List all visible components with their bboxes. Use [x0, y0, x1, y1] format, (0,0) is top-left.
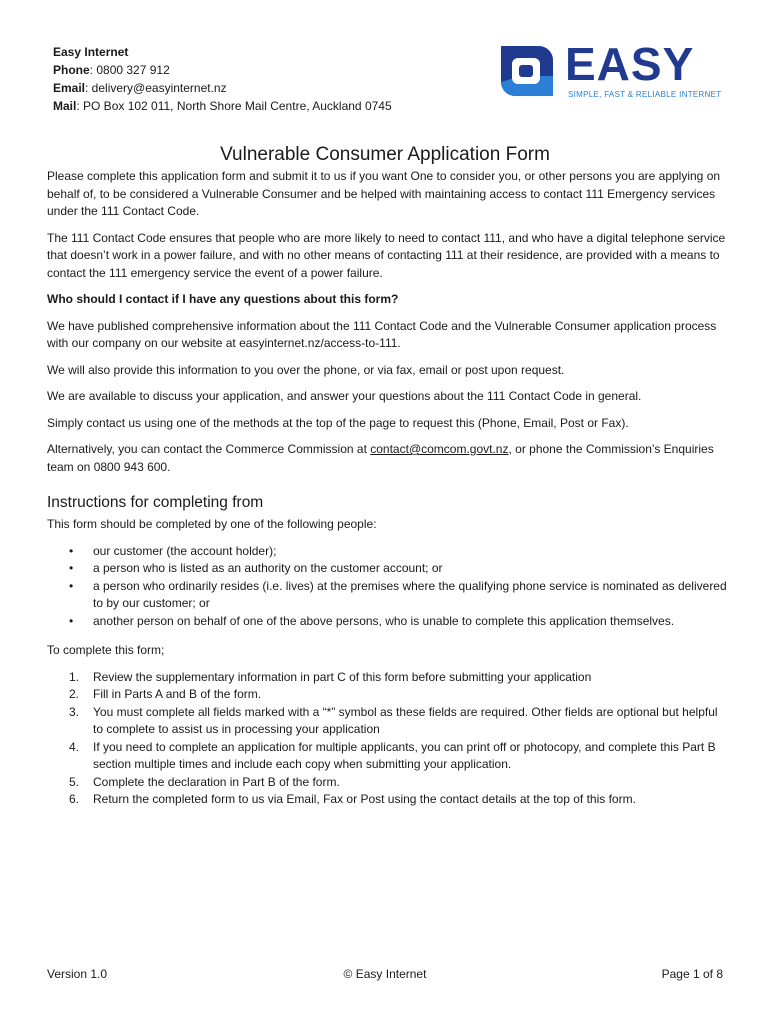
- intro-paragraph: Please complete this application form and submit it to us if you want One to consider you, or other persons you are applying on behalf of, to be considered a Vulnerable Consumer and be helped with maintaining access to contact 111 Emergency services under the 111 Contact Code.: [47, 169, 721, 218]
- logo-mark-icon: [495, 42, 557, 100]
- page-title: Vulnerable Consumer Application Form: [220, 144, 550, 165]
- step-text: If you need to complete an application for multiple applicants, you can print off or photocopy, and complete this Part B section multiple times and include each copy when submitting your application.: [93, 739, 716, 771]
- footer-page-number: Page 1 of 8: [661, 967, 723, 981]
- question-heading: Who should I contact if I have any questions about this form?: [47, 292, 399, 306]
- list-item: [47, 704, 727, 739]
- list-item: [47, 774, 727, 792]
- phone-value: : 0800 327 912: [89, 63, 170, 77]
- list-item: [47, 686, 727, 704]
- step-number: 3.: [69, 704, 80, 719]
- list-item: [47, 669, 727, 687]
- step-number: 5.: [69, 774, 80, 789]
- step-text: Review the supplementary information in part C of this form before submitting your application: [93, 669, 592, 684]
- phone-label: Phone: [53, 63, 90, 77]
- contact-block: [53, 43, 392, 115]
- step-text: Fill in Parts A and B of the form.: [93, 687, 262, 701]
- answer-paragraph: We are available to discuss your application, and answer your questions about the 111 Contact Code in general.: [47, 389, 642, 403]
- list-item: • another person on behalf of one of the above persons, who is unable to complete this application themselves.: [47, 613, 727, 631]
- easy-logo: [495, 38, 722, 102]
- list-item: [47, 739, 727, 774]
- list-item: • a person who ordinarily resides (i.e. lives) at the premises where the qualifying phone service is nominated as delivered to by our customer; or: [47, 578, 727, 613]
- logo-tagline: SIMPLE, FAST & RELIABLE INTERNET: [568, 90, 722, 99]
- commission-email-link[interactable]: contact@comcom.govt.nz: [370, 442, 509, 456]
- document-body: [47, 168, 727, 809]
- email-value: : delivery@easyinternet.nz: [85, 81, 227, 95]
- commission-text-before: Alternatively, you can contact the Commerce Commission at: [47, 442, 371, 456]
- step-text: Complete the declaration in Part B of the form.: [93, 774, 340, 789]
- commission-text-after: , or phone the Commission’s Enquiries team on 0800 943 600.: [47, 442, 714, 474]
- footer-copyright: © Easy Internet: [343, 967, 427, 981]
- step-number: 2.: [69, 687, 80, 701]
- commission-paragraph: [47, 441, 727, 476]
- mail-value: : PO Box 102 011, North Shore Mail Centre, Auckland 0745: [76, 99, 392, 113]
- footer-version: Version 1.0: [47, 967, 108, 981]
- step-number: 1.: [69, 669, 80, 684]
- intro-paragraph: The 111 Contact Code ensures that people who are more likely to need to contact 111, and who have a digital telephone service that doesn’t work in a power failure, and with no other means of contacting 111 at their residence, are provided with a means to contact the 111 emergency service the event of a power failure.: [47, 230, 726, 280]
- logo-wordmark: EASY: [565, 38, 695, 90]
- answer-paragraph: We have published comprehensive information about the 111 Contact Code and the Vulnerable Consumer application process with our company on our website at easyinternet.nz/access-to-111.: [47, 318, 717, 350]
- mail-label: Mail: [53, 99, 77, 113]
- step-number: 6.: [69, 792, 80, 806]
- steps-list: [47, 669, 727, 809]
- eligible-people-list: [47, 543, 727, 631]
- step-text: Return the completed form to us via Email, Fax or Post using the contact details at the top of this form.: [93, 792, 636, 806]
- company-name: Easy Internet: [53, 45, 129, 59]
- answer-paragraph: Simply contact us using one of the methods at the top of the page to request this (Phone, Email, Post or Fax).: [47, 415, 629, 430]
- answer-paragraph: We will also provide this information to you over the phone, or via fax, email or post upon request.: [47, 362, 565, 377]
- list-item: • a person who is listed as an authority on the customer account; or: [47, 560, 727, 578]
- instructions-heading: Instructions for completing from: [47, 494, 264, 511]
- instructions-lead: This form should be completed by one of the following people:: [47, 517, 377, 531]
- step-number: 4.: [69, 739, 80, 754]
- list-item: [47, 791, 727, 809]
- steps-lead: To complete this form;: [47, 643, 165, 657]
- list-item: • our customer (the account holder);: [47, 543, 727, 561]
- email-label: Email: [53, 81, 86, 95]
- step-text: You must complete all fields marked with a “*” symbol as these fields are required. Other fields are optional but helpful to complete to assist us in processing your application: [93, 704, 718, 736]
